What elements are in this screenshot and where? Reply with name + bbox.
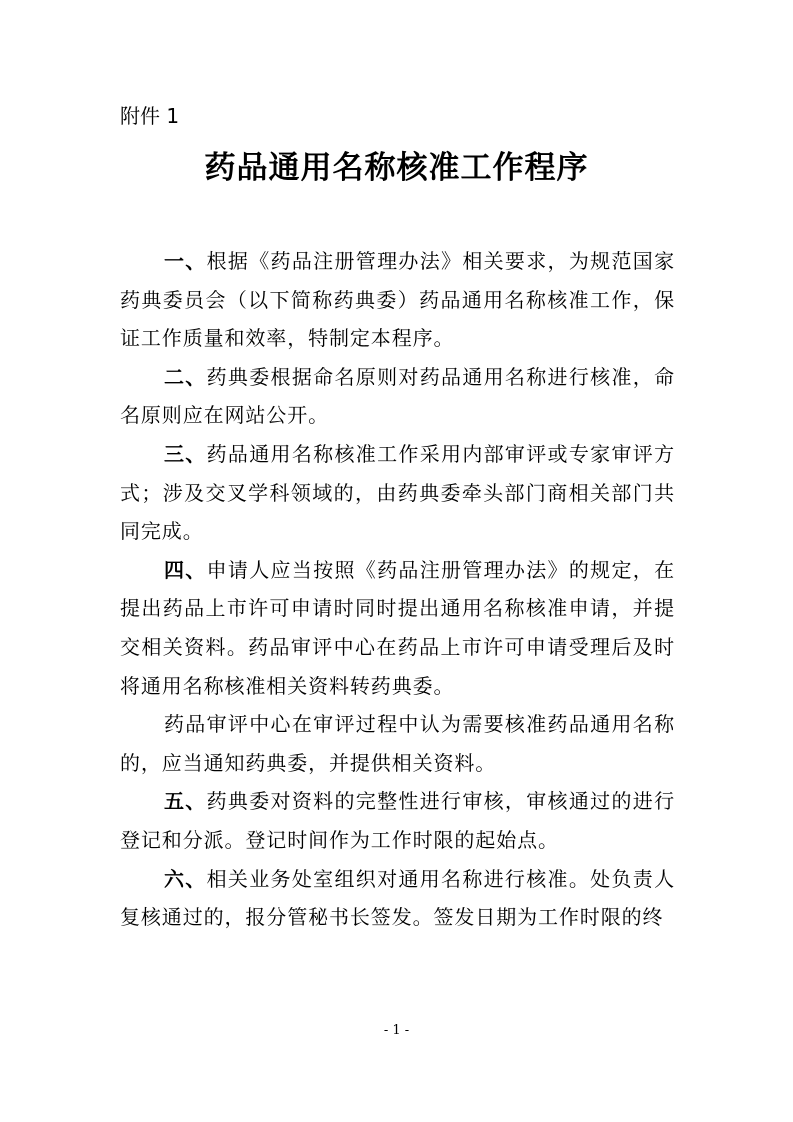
- paragraph-lead: 六、: [164, 866, 207, 891]
- paragraph-text: 药典委根据命名原则对药品通用名称进行核准，命名原则应在网站公开。: [120, 364, 675, 428]
- paragraph-5: [120, 705, 675, 782]
- paragraph-text: 相关业务处室组织对通用名称进行核准。处负责人复核通过的，报分管秘书长签发。签发日期为工作时限的终: [120, 866, 675, 930]
- paragraph-1: [120, 242, 675, 358]
- document-body: [120, 242, 675, 937]
- document-title: 药品通用名称核准工作程序: [204, 150, 589, 186]
- paragraph-lead: 二、: [164, 364, 207, 389]
- paragraph-text: 根据《药品注册管理办法》相关要求，为规范国家药典委员会（以下简称药典委）药品通用名称核准工作，保证工作质量和效率，特制定本程序。: [120, 249, 675, 351]
- page-number: - 1 -: [383, 1023, 410, 1038]
- paragraph-text: 药品通用名称核准工作采用内部审评或专家审评方式；涉及交叉学科领域的，由药典委牵头部门商相关部门共同完成。: [120, 441, 675, 544]
- paragraph-7: [120, 860, 675, 937]
- paragraph-lead: 三、: [164, 441, 207, 466]
- paragraph-text: 药品审评中心在审评过程中认为需要核准药品通用名称的，应当通知药典委，并提供相关资料。: [120, 712, 675, 775]
- paragraph-3: [120, 435, 675, 551]
- paragraph-2: [120, 358, 675, 435]
- paragraph-text: 申请人应当按照《药品注册管理办法》的规定，在提出药品上市许可申请时同时提出通用名称核准申请，并提交相关资料。药品审评中心在药品上市许可申请受理后及时将通用名称核准相关资料转药典委。: [120, 557, 675, 698]
- paragraph-lead: 四、: [164, 557, 207, 582]
- attachment-label: 附件 1: [120, 104, 180, 128]
- paragraph-text: 药典委对资料的完整性进行审核，审核通过的进行登记和分派。登记时间作为工作时限的起始点。: [120, 789, 675, 852]
- paragraph-lead: 五、: [164, 789, 207, 814]
- paragraph-lead: 一、: [164, 249, 207, 273]
- paragraph-4: [120, 551, 675, 705]
- paragraph-6: [120, 782, 675, 859]
